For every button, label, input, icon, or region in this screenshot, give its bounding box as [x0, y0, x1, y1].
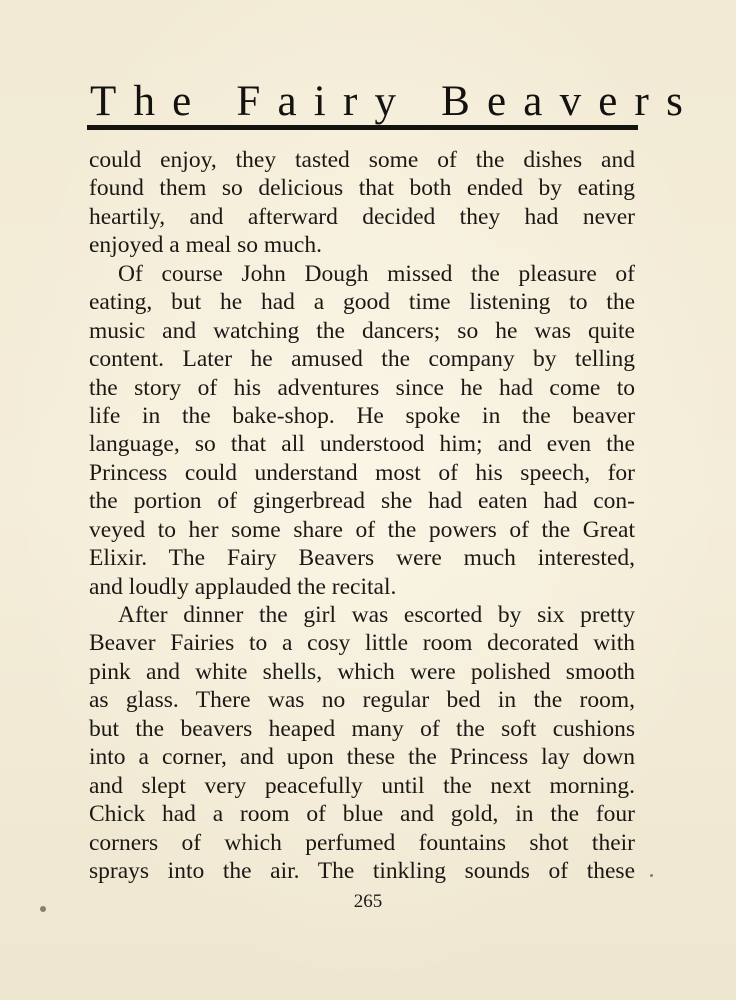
page-number: 265	[353, 891, 383, 912]
header-rule	[87, 125, 638, 130]
text-line: and slept very peacefully until the next morning.	[89, 772, 635, 799]
text-line: enjoyed a meal so much.	[89, 232, 322, 259]
text-line: into a corner, and upon these the Princess lay down	[89, 744, 635, 771]
text-line: Beaver Fairies to a cosy little room decorated with	[89, 630, 635, 657]
page-body-text	[89, 146, 635, 885]
text-line: After dinner the girl was escorted by six pretty	[118, 602, 635, 628]
text-line: found them so delicious that both ended by eating	[89, 175, 635, 202]
text-line: sprays into the air. The tinkling sounds of these	[89, 857, 635, 884]
text-line: veyed to her some share of the powers of the Great	[89, 516, 635, 543]
paper-speck	[40, 906, 46, 912]
text-line: eating, but he had a good time listening to the	[89, 289, 635, 316]
paper-speck	[650, 874, 653, 877]
text-line: the story of his adventures since he had come to	[89, 374, 635, 401]
text-line: music and watching the dancers; so he was quite	[89, 317, 635, 344]
text-line: Chick had a room of blue and gold, in the four	[89, 801, 635, 828]
text-line: but the beavers heaped many of the soft cushions	[89, 715, 635, 742]
text-line: corners of which perfumed fountains shot their	[89, 829, 635, 856]
text-line: Elixir. The Fairy Beavers were much interested,	[89, 545, 635, 572]
text-line: pink and white shells, which were polished smooth	[89, 658, 635, 685]
text-line: the portion of gingerbread she had eaten had con-	[89, 488, 635, 515]
text-line: heartily, and afterward decided they had never	[89, 203, 635, 230]
running-header-title: The Fairy Beavers	[90, 78, 701, 125]
text-line: Princess could understand most of his speech, for	[89, 459, 635, 486]
text-line: Of course John Dough missed the pleasure of	[118, 260, 635, 287]
text-line: as glass. There was no regular bed in the room,	[89, 687, 635, 714]
text-line: language, so that all understood him; and even the	[89, 431, 635, 458]
text-line: life in the bake-shop. He spoke in the beaver	[89, 402, 635, 429]
text-line: could enjoy, they tasted some of the dishes and	[89, 147, 635, 173]
text-line: and loudly applauded the recital.	[89, 573, 397, 600]
text-line: content. Later he amused the company by telling	[89, 346, 635, 373]
